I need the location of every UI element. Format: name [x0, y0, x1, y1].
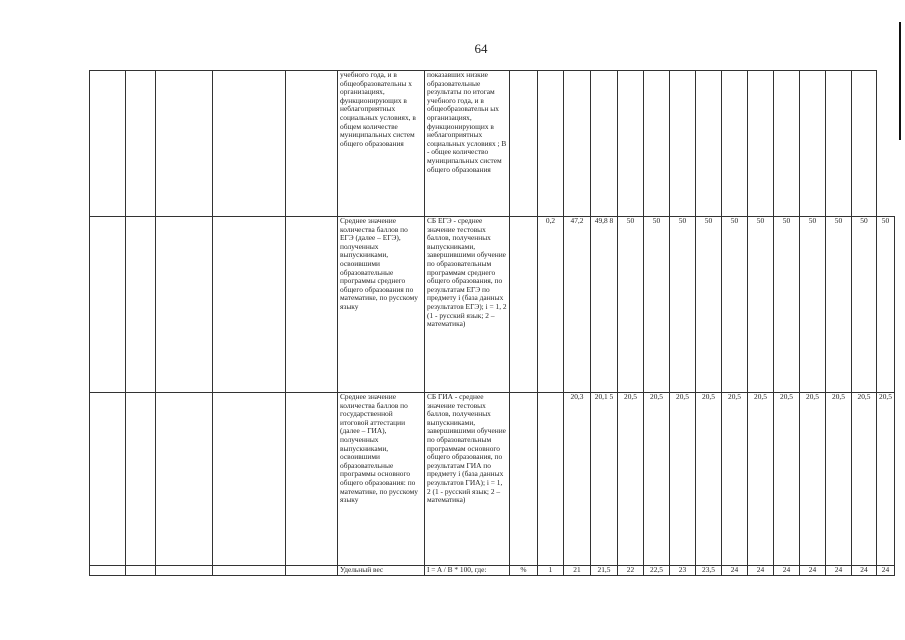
value-cell: 21,5	[591, 566, 618, 576]
unit-cell	[510, 71, 538, 217]
unit-cell: %	[510, 566, 538, 576]
value-cell: 23,5	[696, 566, 722, 576]
program-indicators-table	[89, 70, 895, 576]
value-cell: 24	[722, 566, 748, 576]
value-cell	[774, 71, 800, 217]
value-cell: 20,5	[670, 393, 696, 566]
value-cell: 1	[538, 566, 564, 576]
value-cell: 24	[826, 566, 852, 576]
empty-cell	[286, 217, 338, 393]
formula-cell: I = A / B * 100, где:	[425, 566, 510, 576]
empty-cell	[126, 71, 156, 217]
scan-edge-mark	[899, 22, 901, 140]
program-indicators-table-sheet	[89, 70, 895, 576]
value-cell: 22	[618, 566, 644, 576]
value-cell	[696, 71, 722, 217]
page-number: 64	[474, 41, 488, 56]
empty-cell	[213, 566, 286, 576]
value-cell: 50	[670, 217, 696, 393]
value-cell	[644, 71, 670, 217]
empty-cell	[90, 217, 126, 393]
value-cell: 20,5	[618, 393, 644, 566]
value-cell	[618, 71, 644, 217]
formula-cell: СБ ГИА - среднее значение тестовых баллов, полученных выпускниками, завершившими обучение по образовательным программам основного общего образования, по результатам ГИА по предмету i (база данных результатов ГИА); i = 1, 2 (1 - русский язык; 2 – математика)	[425, 393, 510, 566]
value-cell: 20,5	[696, 393, 722, 566]
value-cell	[852, 71, 877, 217]
value-cell: 50	[877, 217, 895, 393]
empty-cell	[156, 217, 213, 393]
value-cell: 50	[800, 217, 826, 393]
value-cell: 49,8 8	[591, 217, 618, 393]
indicator-cell: Среднее значение количества баллов по ЕГЭ (далее – ЕГЭ), полученных выпускниками, освоившими образовательные программы среднего общего образования по математике, по русскому языку	[338, 217, 425, 393]
value-cell: 0,2	[538, 217, 564, 393]
value-cell: 20,5	[748, 393, 774, 566]
value-cell: 22,5	[644, 566, 670, 576]
value-cell: 20,5	[644, 393, 670, 566]
empty-cell	[126, 393, 156, 566]
table-row	[90, 393, 895, 566]
indicator-cell: Удельный вес	[338, 566, 425, 576]
value-cell: 20,5	[774, 393, 800, 566]
value-cell: 20,5	[722, 393, 748, 566]
unit-cell	[510, 217, 538, 393]
value-cell: 21	[564, 566, 591, 576]
table-row	[90, 566, 895, 576]
value-cell: 20,5	[852, 393, 877, 566]
value-cell: 50	[852, 217, 877, 393]
value-cell: 23	[670, 566, 696, 576]
value-cell: 50	[696, 217, 722, 393]
empty-cell	[213, 71, 286, 217]
value-cell	[722, 71, 748, 217]
table-row	[90, 71, 895, 217]
value-cell: 50	[644, 217, 670, 393]
value-cell: 47,2	[564, 217, 591, 393]
value-cell	[564, 71, 591, 217]
empty-cell	[90, 71, 126, 217]
indicator-cell: Среднее значение количества баллов по государственной итоговой аттестации (далее – ГИА), полученных выпускниками, освоившими образовательные программы основного общего образования: по математике, по русскому языку	[338, 393, 425, 566]
table-row	[90, 217, 895, 393]
value-cell: 20,5	[800, 393, 826, 566]
value-cell	[538, 71, 564, 217]
empty-cell	[213, 393, 286, 566]
empty-cell	[213, 217, 286, 393]
empty-cell	[156, 566, 213, 576]
value-cell: 24	[877, 566, 895, 576]
value-cell	[538, 393, 564, 566]
value-cell: 24	[748, 566, 774, 576]
empty-cell	[156, 71, 213, 217]
value-cell	[826, 71, 852, 217]
value-cell: 50	[618, 217, 644, 393]
value-cell	[670, 71, 696, 217]
empty-cell	[126, 217, 156, 393]
formula-cell: СБ ЕГЭ - среднее значение тестовых баллов, полученных выпускниками, завершившими обучение по образовательным программам среднего общего образования, по результатам ЕГЭ по предмету i (база данных результатов ЕГЭ); i = 1, 2 (1 - русский язык; 2 – математика)	[425, 217, 510, 393]
empty-cell	[286, 566, 338, 576]
indicator-cell: учебного года, и в общеобразовательны х организациях, функционирующих в неблагоприятных социальных условиях, в общем количестве муниципальных систем общего образования	[338, 71, 425, 217]
value-cell: 20,5	[826, 393, 852, 566]
value-cell: 24	[800, 566, 826, 576]
empty-cell	[286, 71, 338, 217]
value-cell: 20,1 5	[591, 393, 618, 566]
value-cell: 50	[748, 217, 774, 393]
empty-cell	[126, 566, 156, 576]
empty-cell	[156, 393, 213, 566]
value-cell: 50	[722, 217, 748, 393]
unit-cell	[510, 393, 538, 566]
empty-cell	[286, 393, 338, 566]
value-cell	[800, 71, 826, 217]
value-cell: 50	[826, 217, 852, 393]
empty-cell	[90, 566, 126, 576]
empty-cell	[90, 393, 126, 566]
value-cell: 24	[852, 566, 877, 576]
value-cell	[591, 71, 618, 217]
value-cell: 20,3	[564, 393, 591, 566]
formula-cell: показавших низкие образовательные результаты по итогам учебного года, и в общеобразовательн ых организациях, функционирующих в неблагоприятных социальных условиях ; В - общее количество муниципальных систем общего образования	[425, 71, 510, 217]
value-cell: 24	[774, 566, 800, 576]
value-cell	[748, 71, 774, 217]
value-cell: 50	[774, 217, 800, 393]
value-cell: 20,5	[877, 393, 895, 566]
